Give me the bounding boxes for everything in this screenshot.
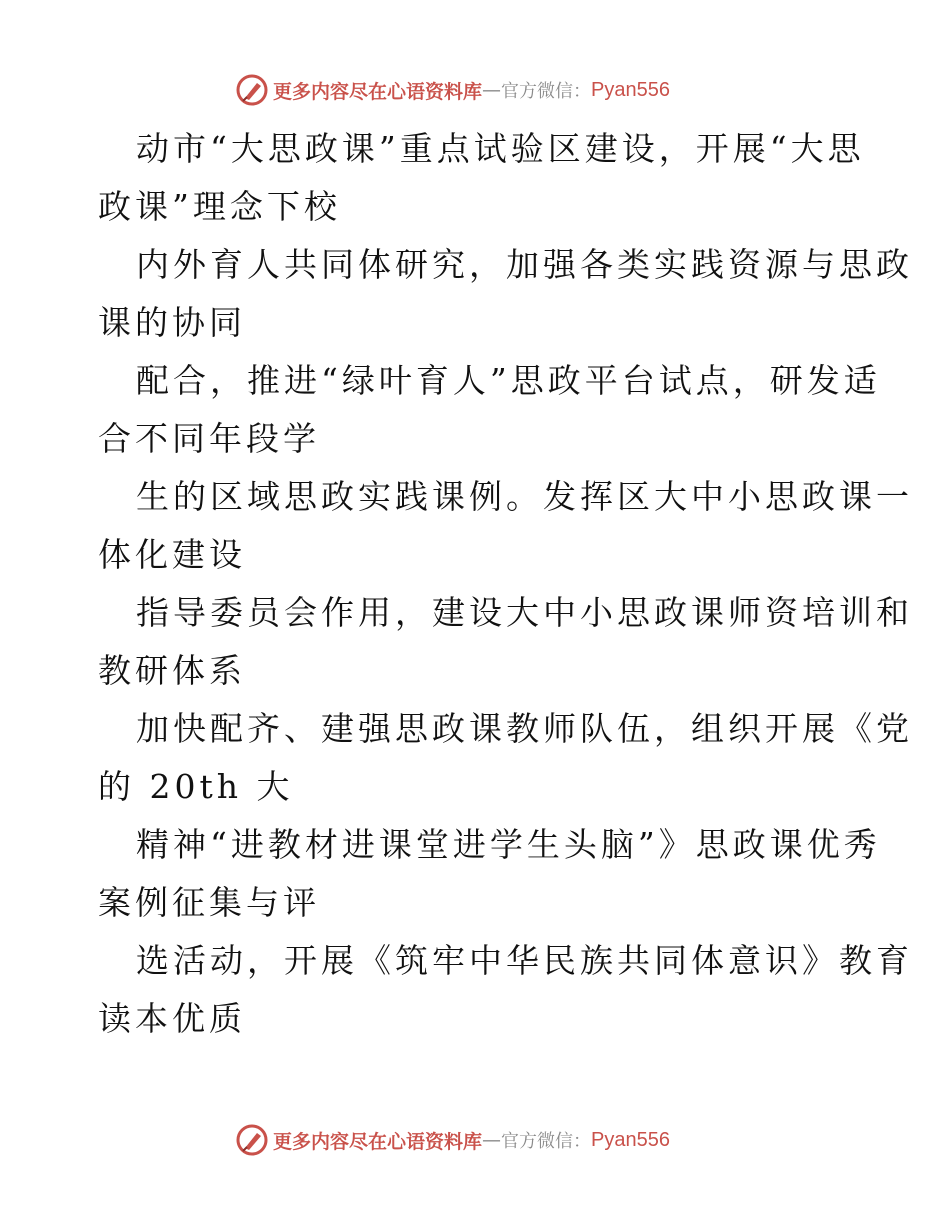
- text-line: 加快配齐、建强思政课教师队伍，组织开展《党: [136, 709, 913, 748]
- paragraph: [98, 236, 913, 352]
- banner-main-text: 更多内容尽在心语资料库: [273, 1130, 483, 1153]
- banner-wechat-label: 官方微信：: [501, 81, 592, 102]
- banner-wechat-id: Pyan556: [591, 1128, 670, 1151]
- text-line: 动市“大思政课”重点试验区建设，开展“大思: [136, 129, 865, 168]
- text-line: 案例征集与评: [98, 883, 320, 922]
- banner-wechat-id: Pyan556: [591, 78, 670, 101]
- paragraph: [98, 700, 913, 816]
- banner-main-text: 更多内容尽在心语资料库: [273, 80, 483, 103]
- text-line: 的 20th 大: [98, 767, 294, 806]
- paragraph: [98, 352, 881, 468]
- paragraph: [98, 468, 913, 584]
- paragraph: [98, 584, 913, 700]
- text-line: 合不同年段学: [98, 419, 320, 458]
- pen-logo-icon: [235, 1123, 269, 1157]
- text-line: 配合，推进“绿叶育人”思政平台试点，研发适: [136, 361, 881, 400]
- body-text: [98, 120, 913, 1048]
- text-line: 精神“进教材进课堂进学生头脑”》思政课优秀: [136, 825, 881, 864]
- paragraph: [98, 120, 865, 236]
- footer-banner: [235, 1122, 715, 1158]
- text-line: 教研体系: [98, 651, 246, 690]
- text-line: 读本优质: [98, 999, 246, 1038]
- text-line: 体化建设: [98, 535, 246, 574]
- text-line: 指导委员会作用，建设大中小思政课师资培训和: [136, 593, 913, 632]
- text-line: 课的协同: [98, 303, 246, 342]
- text-line: 生的区域思政实践课例。发挥区大中小思政课一: [136, 477, 913, 516]
- paragraph: [98, 816, 881, 932]
- text-line: 政课”理念下校: [98, 187, 341, 226]
- text-line: 选活动，开展《筑牢中华民族共同体意识》教育: [136, 941, 913, 980]
- paragraph: [98, 932, 913, 1048]
- header-banner: [235, 72, 715, 108]
- banner-separator: —: [482, 1129, 502, 1151]
- pen-logo-icon: [235, 73, 269, 107]
- banner-wechat-label: 官方微信：: [501, 1131, 592, 1152]
- banner-separator: —: [482, 79, 502, 101]
- text-line: 内外育人共同体研究，加强各类实践资源与思政: [136, 245, 913, 284]
